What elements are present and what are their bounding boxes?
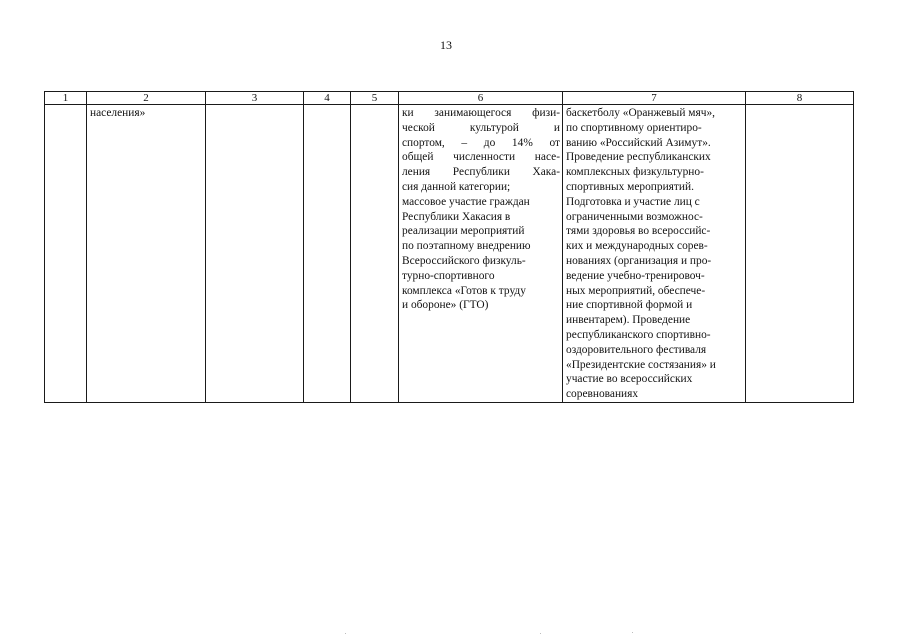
text-line: ведение учебно-тренировоч- [566, 269, 705, 282]
text-line: по спортивному ориентиро- [566, 121, 702, 134]
text-line: республиканского спортивно- [566, 328, 711, 341]
text-line: участие во всероссийских [566, 373, 693, 386]
cell-col-8 [746, 105, 854, 403]
text-line: оздоровительного фестиваля [566, 343, 707, 356]
cell-col-1 [45, 105, 87, 403]
column-header-4: 4 [304, 92, 351, 105]
scan-speck [345, 633, 346, 634]
text-line: ных мероприятий, обеспече- [566, 284, 706, 297]
cell-col-2-text [87, 105, 205, 121]
cell-col-5 [351, 105, 399, 403]
text-line: Республики Хакасия в [402, 210, 511, 223]
scan-speck [632, 632, 633, 633]
text-line: Проведение республиканских [566, 151, 711, 164]
text-line: тями здоровья во всероссийс- [566, 225, 711, 238]
text-line: нованиях (организация и про- [566, 254, 712, 267]
text-line: населения» [90, 107, 146, 119]
text-line: комплексных физкультурно- [566, 166, 704, 179]
text-line: спортом, – до 14% от [402, 136, 560, 149]
text-line: и обороне» (ГТО) [402, 299, 489, 312]
table-header-row [45, 92, 854, 105]
column-header-3: 3 [206, 92, 304, 105]
text-line: ческой культурой и [402, 121, 560, 134]
cell-col-4 [304, 105, 351, 403]
column-header-2: 2 [87, 92, 206, 105]
text-line: соревнованиях [566, 388, 639, 401]
document-table [44, 91, 854, 403]
text-line: по поэтапному внедрению [402, 240, 531, 253]
column-header-1: 1 [45, 92, 87, 105]
text-line: ления Республики Хака- [402, 166, 560, 179]
text-line: спортивных мероприятий. [566, 180, 694, 193]
text-line: массовое участие граждан [402, 195, 530, 208]
text-line: ограниченными возможнос- [566, 210, 703, 223]
text-line: ких и международных сорев- [566, 240, 708, 253]
scan-speck [540, 633, 541, 634]
cell-col-2 [87, 105, 206, 403]
text-line: ки занимающегося физи- [402, 107, 560, 119]
text-line: «Президентские состязания» и [566, 358, 716, 371]
text-line: реализации мероприятий [402, 225, 525, 238]
cell-col-7 [563, 105, 746, 403]
column-header-7: 7 [563, 92, 746, 105]
text-line: турно-спортивного [402, 269, 495, 282]
cell-col-7-text [563, 105, 745, 402]
cell-col-6 [399, 105, 563, 403]
cell-col-3 [206, 105, 304, 403]
column-header-5: 5 [351, 92, 399, 105]
column-header-8: 8 [746, 92, 854, 105]
text-line: общей численности насе- [402, 151, 560, 164]
page-number: 13 [440, 38, 452, 52]
column-header-6: 6 [399, 92, 563, 105]
text-line: ние спортивной формой и [566, 299, 693, 312]
text-line: комплекса «Готов к труду [402, 284, 526, 297]
text-line: сия данной категории; [402, 180, 511, 193]
text-line: баскетболу «Оранжевый мяч», [566, 107, 715, 119]
table-row [45, 105, 854, 403]
text-line: ванию «Российский Азимут». [566, 136, 711, 149]
text-line: Подготовка и участие лиц с [566, 195, 700, 208]
text-line: Всероссийского физкуль- [402, 254, 526, 267]
cell-col-6-text [399, 105, 562, 313]
text-line: инвентарем). Проведение [566, 314, 691, 327]
